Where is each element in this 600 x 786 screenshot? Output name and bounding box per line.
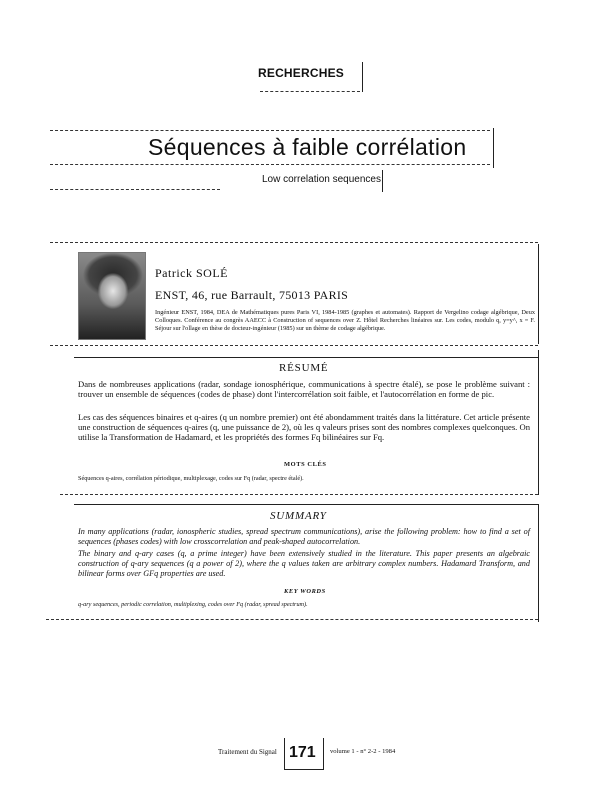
footer-rule-left [284, 738, 285, 770]
resume-keywords-heading: MOTS CLÉS [284, 461, 327, 468]
author-photo [78, 252, 146, 340]
section-label: RECHERCHES [258, 66, 345, 80]
summary-rule-vertical [538, 504, 539, 622]
title-rule-top [50, 130, 490, 131]
author-bio: Ingénieur ENST, 1984, DEA de Mathématiques pures Paris VI, 1984-1985 (graphes et automates). Rapport de Vergelino codage algébrique, Deux Colloques. Conférence au congrès AAECC à Construction of sequences over Z. Hôtel Recherches linéaires sur. Les codes, modulo q, y=y^, x = F. Séjour sur l'ollage en thèse de docteur-ingénieur (1985) sur un thème de codage algébrique. [155, 309, 535, 333]
summary-heading: SUMMARY [270, 510, 327, 522]
author-rule-bottom [50, 345, 538, 346]
footer-journal: Traitement du Signal [218, 748, 277, 756]
summary-paragraph-1: In many applications (radar, ionospheric studies, spread spectrum communications), arise the following problem: how to find a set of sequences (phases codes) with low crosscorrelation and peak-shaped autocorrelation. [78, 527, 530, 546]
title-rule-vertical [493, 128, 494, 168]
summary-keywords-heading: KEY WORDS [284, 588, 326, 595]
resume-heading: RÉSUMÉ [279, 362, 329, 374]
author-name: Patrick SOLÉ [155, 266, 228, 280]
summary-rule-top [74, 504, 538, 505]
header-rule-vertical [362, 62, 363, 92]
summary-rule-bottom [46, 619, 538, 620]
footer-volume: volume 1 - n° 2-2 - 1984 [330, 748, 396, 755]
summary-paragraph-2: The binary and q-ary cases (q, a prime integer) have been extensively studied in the literature. This paper presents an algebraic construction of q-ary sequences (q a power of 2), where the q values taken are arbitrary complex numbers. Hadamard Transform, and bilinear forms over GFq properties are used. [78, 549, 530, 578]
resume-rule-vertical [538, 350, 539, 495]
author-rule-vertical [538, 244, 539, 344]
subtitle-rule-bottom [50, 189, 220, 190]
resume-rule-bottom [60, 494, 538, 495]
summary-keywords: q-ary sequences, periodic correlation, multiplexing, codes over Fq (radar, spread spectrum). [78, 601, 308, 608]
author-address: ENST, 46, rue Barrault, 75013 PARIS [155, 288, 349, 302]
footer-rule-right [323, 738, 324, 770]
header-rule-short [260, 91, 360, 92]
resume-keywords: Séquences q-aires, corrélation périodique, multiplexage, codes sur Fq (radar, spectre étalé). [78, 475, 304, 482]
author-rule-top [50, 242, 538, 243]
subtitle-rule-vertical [382, 170, 383, 192]
resume-paragraph-1: Dans de nombreuses applications (radar, sondage ionosphérique, communications à spectre étalé), se pose le problème suivant : trouver un ensemble de séquences (codes de phase) dont l'intercorrélation soit faible, et l'autocorrélation en forme de pic. [78, 379, 530, 400]
page-number: 171 [289, 744, 316, 761]
article-title: Séquences à faible corrélation [148, 134, 467, 160]
resume-paragraph-2: Les cas des séquences binaires et q-aires (q un nombre premier) ont été abondamment traités dans la littérature. Cet article présente une construction de séquences q-aires (q, une puissance de 2), où les q valeurs prises sont des nombres complexes quelconques. On utilise la Transformation de Hadamard, et les propriétés des formes Fq bilinéaires sur Fq. [78, 412, 530, 443]
article-subtitle: Low correlation sequences [262, 174, 381, 185]
title-rule-bottom [50, 164, 490, 165]
resume-rule-top [74, 357, 538, 358]
footer-rule-bottom [284, 769, 324, 770]
